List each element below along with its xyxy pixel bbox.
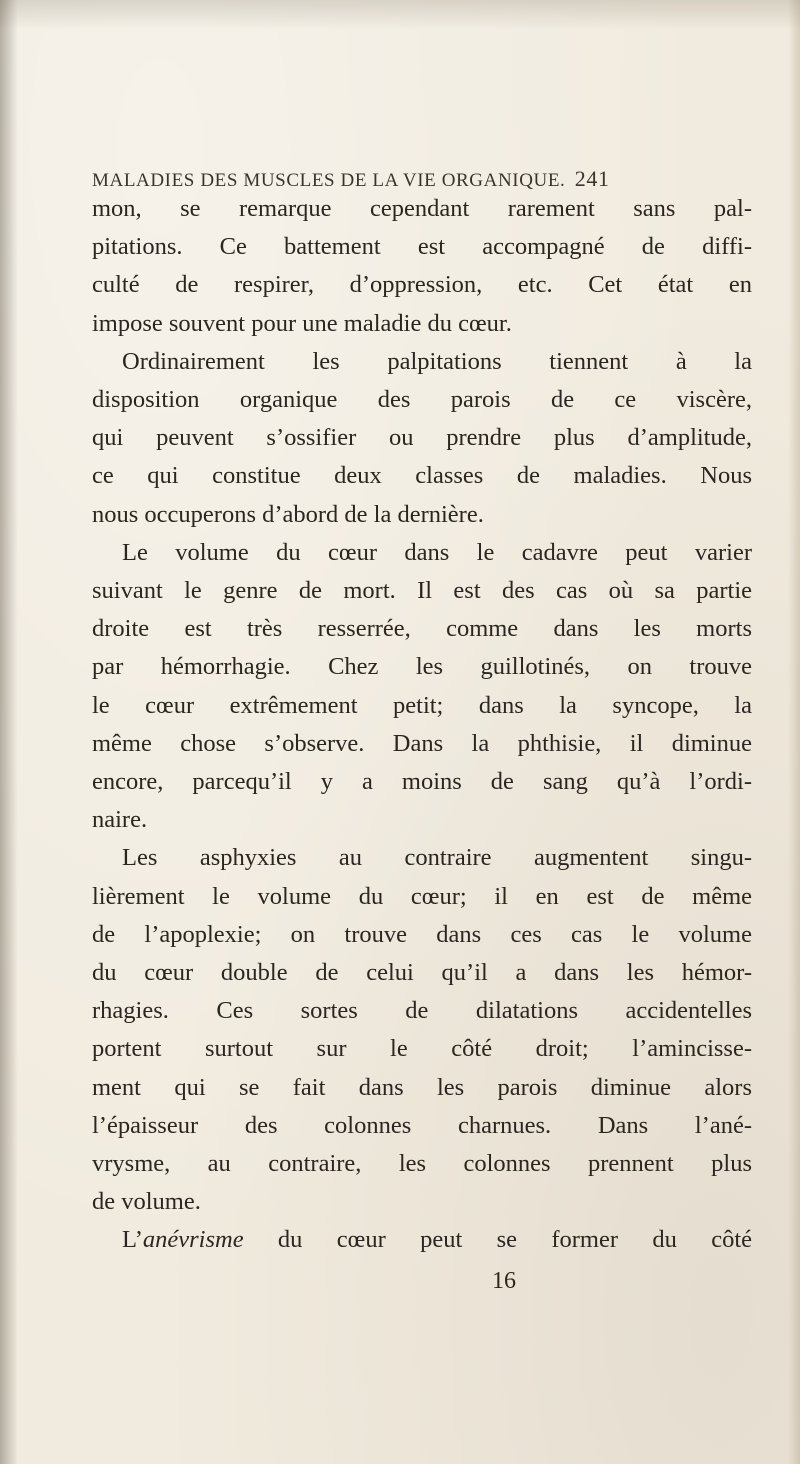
final-line-prefix: L’ (122, 1226, 143, 1254)
text-line: ce qui constitue deux classes de maladies. Nous (92, 462, 752, 490)
final-line-rest: du cœur peut se former du côté (243, 1226, 752, 1254)
running-head (92, 166, 752, 192)
text-line: Les asphyxies au contraire augmentent singu- (122, 844, 752, 872)
text-line: de volume. (92, 1188, 201, 1216)
binding-shadow (0, 0, 18, 1464)
text-line: Le volume du cœur dans le cadavre peut varier (122, 538, 752, 566)
text-line: portent surtout sur le côté droit; l’amincisse- (92, 1035, 752, 1063)
text-line: pitations. Ce battement est accompagné de diffi- (92, 233, 752, 261)
text-line: droite est très resserrée, comme dans les morts (92, 615, 752, 643)
text-line: culté de respirer, d’oppression, etc. Cet état en (92, 271, 752, 299)
text-line: impose souvent pour une maladie du cœur. (92, 309, 512, 337)
page-top-shading (0, 0, 800, 30)
text-line: nous occuperons d’abord de la dernière. (92, 500, 484, 528)
page-number: 241 (574, 166, 610, 191)
text-line: même chose s’observe. Dans la phthisie, il diminue (92, 729, 752, 757)
text-line: mon, se remarque cependant rarement sans pal- (92, 195, 752, 222)
text-line: Ordinairement les palpitations tiennent à la (122, 347, 752, 375)
page-edge (788, 0, 800, 1464)
text-line: naire. (92, 806, 148, 834)
text-line: par hémorrhagie. Chez les guillotinés, on trouve (92, 653, 752, 681)
text-line: rhagies. Ces sortes de dilatations accidentelles (92, 997, 752, 1025)
running-head-title: MALADIES DES MUSCLES DE LA VIE ORGANIQUE. (92, 170, 566, 191)
text-line: qui peuvent s’ossifier ou prendre plus d’amplitude, (92, 424, 752, 452)
text-line: le cœur extrêmement petit; dans la syncope, la (92, 691, 752, 719)
text-line: de l’apoplexie; on trouve dans ces cas le volume (92, 920, 752, 948)
text-line: du cœur double de celui qu’il a dans les hémor- (92, 959, 752, 987)
text-line: encore, parcequ’il y a moins de sang qu’à l’ordi- (92, 768, 752, 796)
body-text (92, 190, 752, 1260)
text-line: vrysme, au contraire, les colonnes prennent plus (92, 1150, 752, 1178)
italic-term: anévrisme (142, 1226, 244, 1254)
text-line: suivant le genre de mort. Il est des cas où sa partie (92, 577, 752, 605)
text-line: l’épaisseur des colonnes charnues. Dans l’ané- (92, 1111, 752, 1139)
text-line: ment qui se fait dans les parois diminue alors (92, 1073, 752, 1101)
text-line-final (92, 1221, 752, 1259)
text-line: disposition organique des parois de ce viscère, (92, 386, 752, 414)
text-line: lièrement le volume du cœur; il en est de même (92, 882, 752, 910)
signature-mark: 16 (492, 1268, 516, 1294)
